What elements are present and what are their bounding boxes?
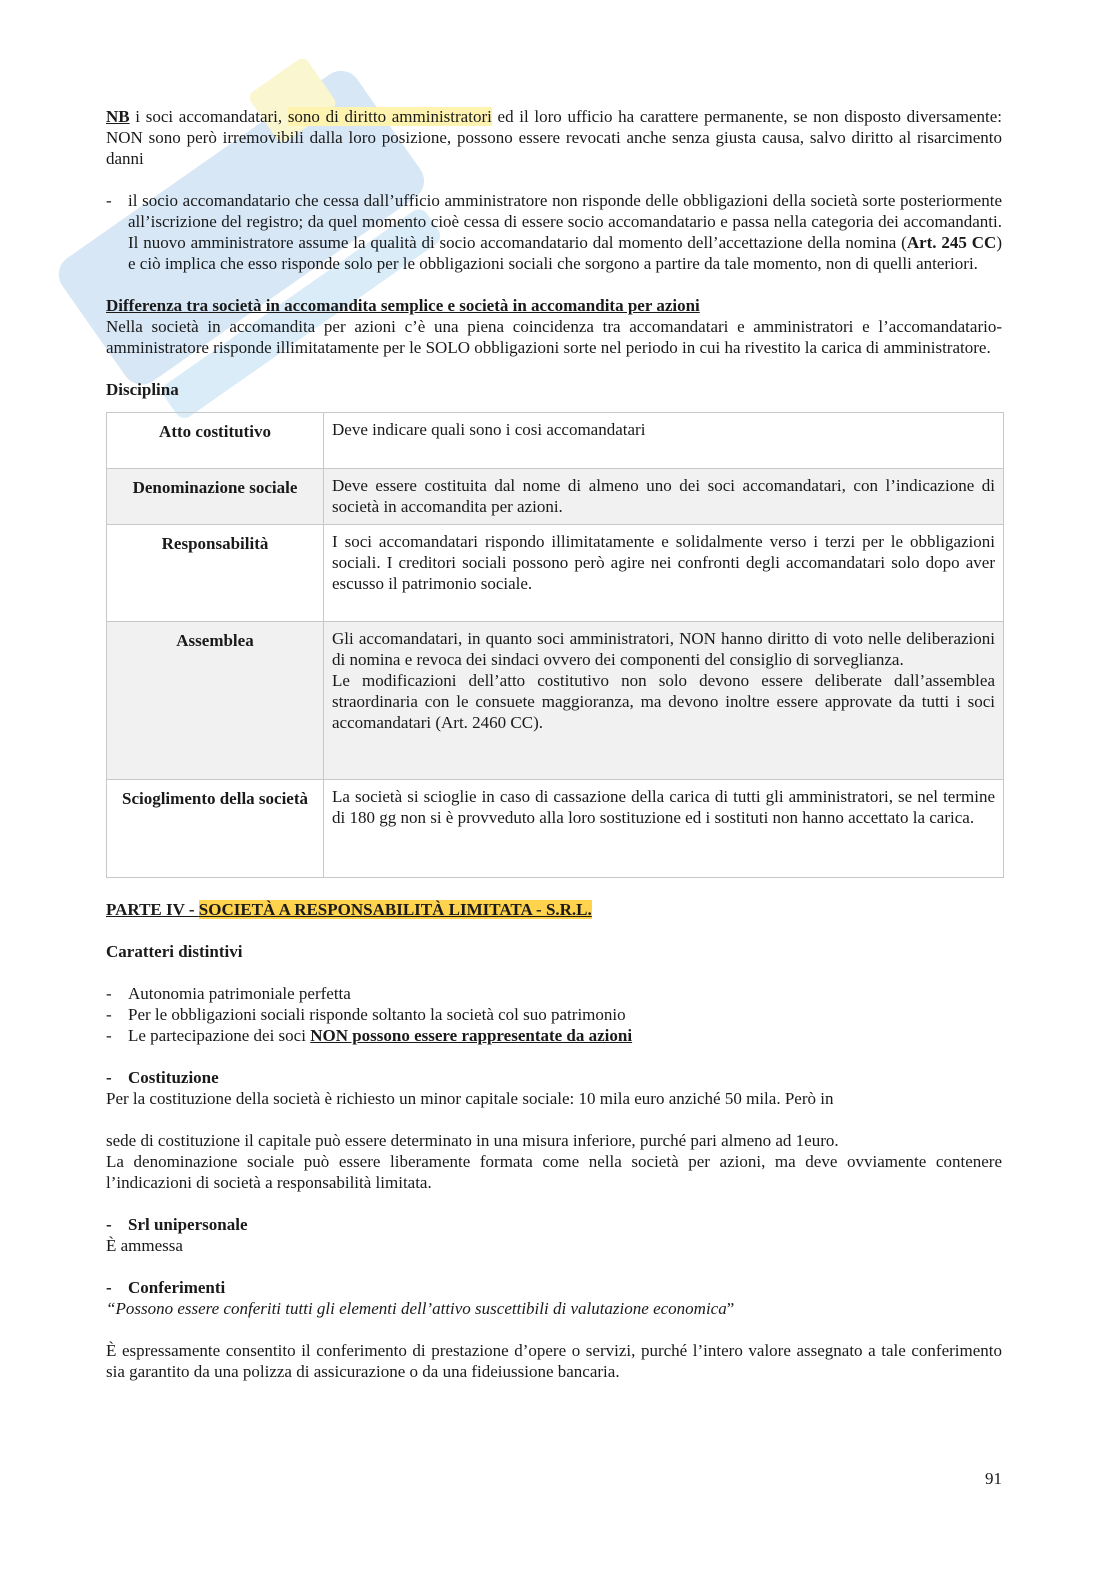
list-item: - Per le obbligazioni sociali risponde soltanto la società col suo patrimonio: [106, 1005, 626, 1024]
table-value: I soci accomandatari rispondo illimitatamente e solidalmente verso i terzi per le obbligazioni sociali. I creditori sociali possono però agire nei confronti degli accomandatari solo dopo aver escusso il patrimonio sociale.: [324, 525, 1004, 622]
table-key: Atto costitutivo: [107, 413, 324, 469]
section-title-differenza: Differenza tra società in accomandita semplice e società in accomandita per azioni: [106, 296, 700, 315]
page-number: 91: [985, 1469, 1002, 1488]
nb-label: NB: [106, 107, 130, 126]
unipersonale-body: È ammessa: [106, 1236, 183, 1255]
document-page: [106, 106, 1002, 1382]
list-item: - Autonomia patrimoniale perfetta: [106, 984, 351, 1003]
disciplina-table: [106, 412, 1004, 878]
table-key: Responsabilità: [107, 525, 324, 622]
table-value: Deve essere costituita dal nome di almeno uno dei soci accomandatari, con l’indicazione di società in accomandita per azioni.: [324, 469, 1004, 525]
costituzione-line: Per la costituzione della società è richiesto un minor capitale sociale: 10 mila euro anziché 50 mila. Però in: [106, 1089, 834, 1108]
section-title-costituzione: - Costituzione: [106, 1068, 219, 1087]
conferimenti-quote: “Possono essere conferiti tutti gli elementi dell’attivo suscettibili di valutazione economica”: [106, 1299, 735, 1318]
highlight-text: sono di diritto amministratori: [287, 107, 492, 126]
costituzione-line: sede di costituzione il capitale può essere determinato in una misura inferiore, purché pari almeno ad 1euro.: [106, 1131, 839, 1150]
table-value: La società si scioglie in caso di cassazione della carica di tutti gli amministratori, se nel termine di 180 gg non si è provveduto alla loro sostituzione ed i sostituti non hanno accettato la carica.: [324, 780, 1004, 878]
table-value: Deve indicare quali sono i cosi accomandatari: [324, 413, 1004, 469]
list-item-cessazione: - il socio accomandatario che cessa dall’ufficio amministratore non risponde delle obbligazioni della società sorte posteriormente all’iscrizione del registro; da quel momento cioè cessa di essere socio accomandatario e passa nella categoria dei accomandanti. Il nuovo amministratore assume la qualità di socio accomandatario dal momento dell’accettazione della nomina (Art. 245 CC) e ciò implica che esso risponde solo per le obbligazioni sociali che sorgono a partire da tale momento, non di quelli anteriori.: [106, 191, 1002, 273]
table-row: [107, 469, 1004, 525]
table-row: [107, 525, 1004, 622]
section-title-disciplina: Disciplina: [106, 380, 179, 399]
table-key: Scioglimento della società: [107, 780, 324, 878]
article-reference: Art. 245 CC: [906, 233, 997, 252]
differenza-body: Nella società in accomandita per azioni c’è una piena coincidenza tra accomandatari e amministratori e l’accomandatario-amministratore risponde illimitatamente per le SOLO obbligazioni sorte nel periodo in cui ha rivestito la carica di amministratore.: [106, 317, 1002, 357]
part-title-highlight: SOCIETÀ A RESPONSABILITÀ LIMITATA - S.R.L.: [198, 900, 592, 919]
section-title-conferimenti: - Conferimenti: [106, 1278, 226, 1297]
nb-paragraph: NB i soci accomandatari, sono di diritto amministratori ed il loro ufficio ha carattere permanente, se non disposto diversamente: NON sono però irremovibili dalla loro posizione, possono essere revocati anche senza giusta causa, salvo diritto al risarcimento danni: [106, 107, 1002, 168]
list-item: - Le partecipazione dei soci NON possono essere rappresentate da azioni: [106, 1026, 633, 1045]
table-row: [107, 780, 1004, 878]
table-key: Assemblea: [107, 622, 324, 780]
section-title-unipersonale: - Srl unipersonale: [106, 1215, 248, 1234]
conferimenti-body: È espressamente consentito il conferimento di prestazione d’opere o servizi, purché l’intero valore assegnato a tale conferimento sia garantito da una polizza di assicurazione o da una fideiussione bancaria.: [106, 1341, 1002, 1381]
table-row: [107, 413, 1004, 469]
section-title-caratteri: Caratteri distintivi: [106, 942, 243, 961]
table-value: Gli accomandatari, in quanto soci amministratori, NON hanno diritto di voto nelle deliberazioni di nomina e revoca dei sindaci ovvero dei componenti del consiglio di sorveglianza. Le modificazioni dell’atto costitutivo non solo devono essere deliberate dall’assemblea straordinaria con le consuete maggioranza, ma devono inoltre essere approvate da tutti i soci accomandatari (Art. 2460 CC).: [324, 622, 1004, 780]
table-key: Denominazione sociale: [107, 469, 324, 525]
table-row: [107, 622, 1004, 780]
costituzione-line: La denominazione sociale può essere liberamente formata come nella società per azioni, ma deve ovviamente contenere l’indicazioni di società a responsabilità limitata.: [106, 1152, 1002, 1192]
part-heading: PARTE IV - SOCIETÀ A RESPONSABILITÀ LIMITATA - S.R.L.: [106, 900, 592, 919]
